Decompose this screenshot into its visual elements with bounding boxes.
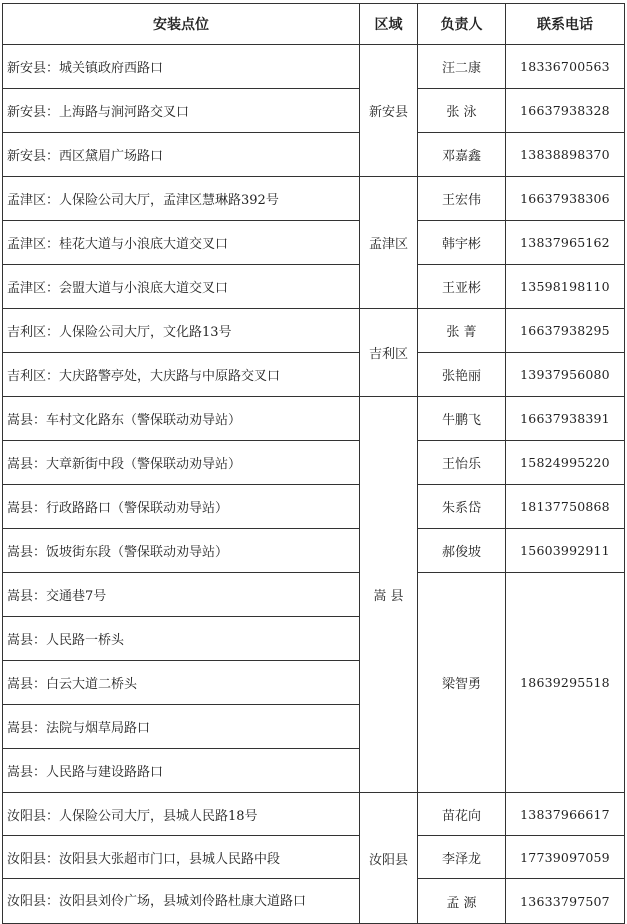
region-cell: 汝阳县 <box>360 793 418 924</box>
person-cell: 王亚彬 <box>418 265 506 309</box>
phone-cell: 16637938306 <box>506 177 625 221</box>
header-phone: 联系电话 <box>506 4 625 45</box>
location-cell: 孟津区：会盟大道与小浪底大道交叉口 <box>3 265 360 309</box>
table-row <box>3 397 625 441</box>
table-row <box>3 573 625 617</box>
location-cell: 嵩县：大章新街中段（警保联动劝导站） <box>3 441 360 485</box>
person-cell: 牛鹏飞 <box>418 397 506 441</box>
location-cell: 嵩县：人民路与建设路路口 <box>3 749 360 793</box>
location-cell: 汝阳县：汝阳县刘伶广场，县城刘伶路杜康大道路口 <box>3 879 360 924</box>
phone-cell: 13837965162 <box>506 221 625 265</box>
table-row <box>3 485 625 529</box>
table-row <box>3 879 625 924</box>
location-cell: 汝阳县：人保险公司大厅，县城人民路18号 <box>3 793 360 836</box>
region-cell: 嵩 县 <box>360 397 418 793</box>
person-cell: 王怡乐 <box>418 441 506 485</box>
phone-cell: 13598198110 <box>506 265 625 309</box>
table-row <box>3 441 625 485</box>
location-cell: 孟津区：人保险公司大厅，孟津区慧琳路392号 <box>3 177 360 221</box>
phone-cell: 15824995220 <box>506 441 625 485</box>
phone-cell: 17739097059 <box>506 836 625 879</box>
person-cell: 苗花向 <box>418 793 506 836</box>
table-row <box>3 309 625 353</box>
region-cell: 吉利区 <box>360 309 418 397</box>
person-cell: 汪二康 <box>418 45 506 89</box>
location-cell: 嵩县：饭坡街东段（警保联动劝导站） <box>3 529 360 573</box>
location-cell: 嵩县：法院与烟草局路口 <box>3 705 360 749</box>
location-cell: 吉利区：人保险公司大厅，文化路13号 <box>3 309 360 353</box>
person-cell: 王宏伟 <box>418 177 506 221</box>
region-cell: 新安县 <box>360 45 418 177</box>
header-row <box>3 4 625 45</box>
table-row <box>3 353 625 397</box>
region-cell: 孟津区 <box>360 177 418 309</box>
location-cell: 孟津区：桂花大道与小浪底大道交叉口 <box>3 221 360 265</box>
table-row <box>3 89 625 133</box>
person-cell: 孟 源 <box>418 879 506 924</box>
phone-cell: 16637938391 <box>506 397 625 441</box>
phone-cell: 18639295518 <box>506 573 625 793</box>
table-row <box>3 133 625 177</box>
phone-cell: 16637938328 <box>506 89 625 133</box>
person-cell: 郝俊坡 <box>418 529 506 573</box>
install-points-table <box>2 3 625 924</box>
phone-cell: 16637938295 <box>506 309 625 353</box>
table-row <box>3 793 625 836</box>
person-cell: 张 泳 <box>418 89 506 133</box>
table-row <box>3 265 625 309</box>
header-person: 负责人 <box>418 4 506 45</box>
location-cell: 新安县：上海路与涧河路交叉口 <box>3 89 360 133</box>
location-cell: 嵩县：人民路一桥头 <box>3 617 360 661</box>
location-cell: 嵩县：行政路路口（警保联动劝导站） <box>3 485 360 529</box>
location-cell: 新安县：城关镇政府西路口 <box>3 45 360 89</box>
person-cell: 朱系岱 <box>418 485 506 529</box>
phone-cell: 13937956080 <box>506 353 625 397</box>
location-cell: 汝阳县：汝阳县大张超市门口，县城人民路中段 <box>3 836 360 879</box>
location-cell: 嵩县：交通巷7号 <box>3 573 360 617</box>
location-cell: 嵩县：车村文化路东（警保联动劝导站） <box>3 397 360 441</box>
person-cell: 梁智勇 <box>418 573 506 793</box>
table-row <box>3 177 625 221</box>
table-row <box>3 221 625 265</box>
person-cell: 张 菁 <box>418 309 506 353</box>
header-location: 安装点位 <box>3 4 360 45</box>
location-cell: 新安县：西区黛眉广场路口 <box>3 133 360 177</box>
phone-cell: 15603992911 <box>506 529 625 573</box>
table-row <box>3 836 625 879</box>
phone-cell: 18137750868 <box>506 485 625 529</box>
phone-cell: 13633797507 <box>506 879 625 924</box>
person-cell: 李泽龙 <box>418 836 506 879</box>
person-cell: 张艳丽 <box>418 353 506 397</box>
table-row <box>3 529 625 573</box>
person-cell: 韩宇彬 <box>418 221 506 265</box>
table-row <box>3 45 625 89</box>
phone-cell: 18336700563 <box>506 45 625 89</box>
location-cell: 嵩县：白云大道二桥头 <box>3 661 360 705</box>
phone-cell: 13838898370 <box>506 133 625 177</box>
phone-cell: 13837966617 <box>506 793 625 836</box>
person-cell: 邓嘉鑫 <box>418 133 506 177</box>
location-cell: 吉利区：大庆路警亭处，大庆路与中原路交叉口 <box>3 353 360 397</box>
header-region: 区域 <box>360 4 418 45</box>
